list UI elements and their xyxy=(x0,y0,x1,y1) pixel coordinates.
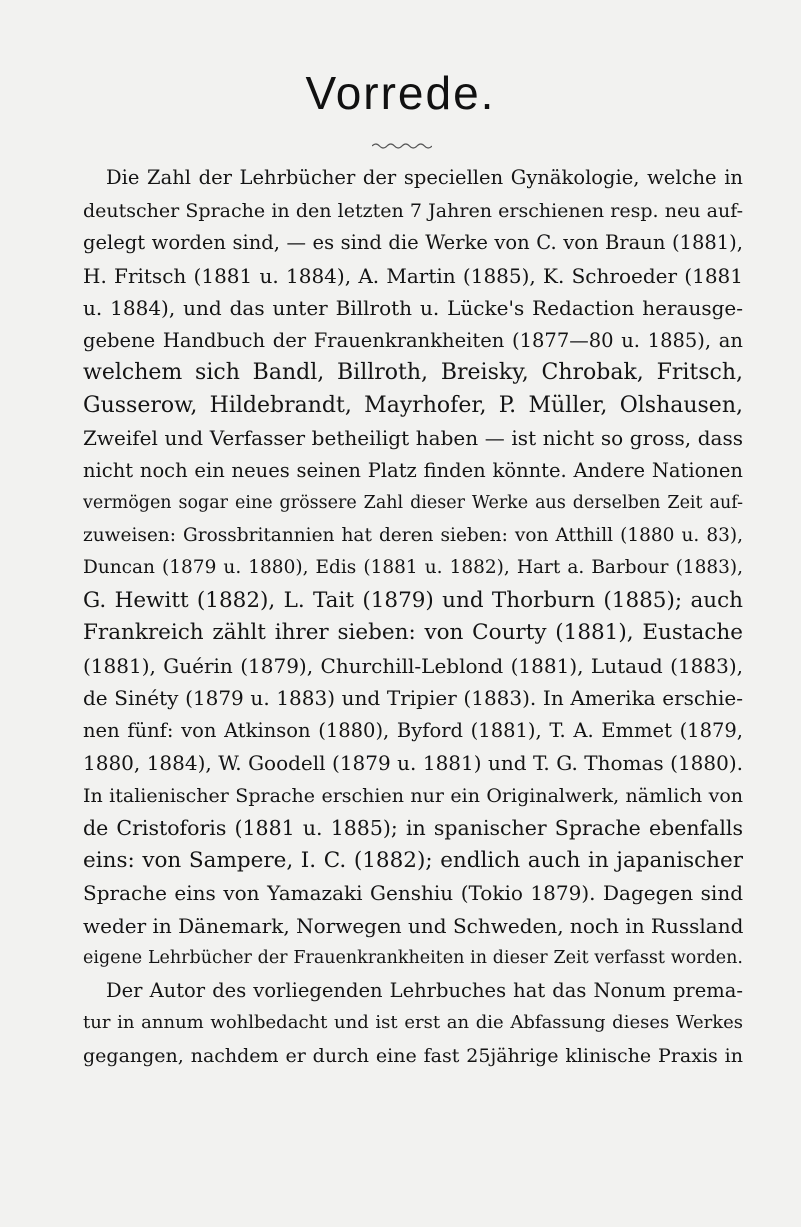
text-line: weder in Dänemark, Norwegen und Schweden, noch in Russland xyxy=(83,913,743,938)
text-line: nicht noch ein neues seinen Platz finden könnte. Andere Nationen xyxy=(83,458,743,482)
text-line: eigene Lehrbücher der Frauenkrankheiten in dieser Zeit verfasst worden. xyxy=(83,948,743,968)
text-line: eins: von Sampere, I. C. (1882); endlich auch in japanischer xyxy=(83,847,743,873)
text-line: Sprache eins von Yamazaki Genshiu (Tokio 1879). Dagegen sind xyxy=(83,881,743,905)
text-line: (1881), Guérin (1879), Churchill-Leblond (1881), Lutaud (1883), xyxy=(83,653,743,678)
text-line: Gusserow, Hildebrandt, Mayrhofer, P. Müller, Olshausen, xyxy=(83,392,743,418)
text-line: Der Autor des vorliegenden Lehrbuches hat das Nonum prema- xyxy=(106,978,743,1002)
decorative-ornament xyxy=(372,142,432,150)
text-line: de Cristoforis (1881 u. 1885); in spanischer Sprache ebenfalls xyxy=(83,816,743,840)
text-line: nen fünf: von Atkinson (1880), Byford (1881), T. A. Emmet (1879, xyxy=(83,718,743,742)
text-line: Frankreich zählt ihrer sieben: von Courty (1881), Eustache xyxy=(83,620,743,645)
text-line: tur in annum wohlbedacht und ist erst an die Abfassung dieses Werkes xyxy=(83,1012,743,1033)
text-line: 1880, 1884), W. Goodell (1879 u. 1881) und T. G. Thomas (1880). xyxy=(83,751,743,775)
text-line: H. Fritsch (1881 u. 1884), A. Martin (1885), K. Schroeder (1881 xyxy=(83,263,743,288)
text-line: gebene Handbuch der Frauenkrankheiten (1877—80 u. 1885), an xyxy=(83,328,743,352)
text-line: gegangen, nachdem er durch eine fast 25jährige klinische Praxis in xyxy=(83,1044,743,1067)
text-line: In italienischer Sprache erschien nur ein Originalwerk, nämlich von xyxy=(83,784,743,807)
text-line: u. 1884), und das unter Billroth u. Lücke's Redaction herausge- xyxy=(83,296,743,320)
text-line: zuweisen: Grossbritannien hat deren sieben: von Atthill (1880 u. 83), xyxy=(83,524,743,546)
text-line: vermögen sogar eine grössere Zahl dieser Werke aus derselben Zeit auf- xyxy=(83,493,743,513)
text-line: de Sinéty (1879 u. 1883) und Tripier (1883). In Amerika erschie- xyxy=(83,686,743,710)
text-line: deutscher Sprache in den letzten 7 Jahren erschienen resp. neu auf- xyxy=(83,199,743,222)
page-title: Vorrede. xyxy=(305,67,496,119)
text-line: Zweifel und Verfasser betheiligt haben — ist nicht so gross, dass xyxy=(83,426,743,450)
text-line: welchem sich Bandl, Billroth, Breisky, Chrobak, Fritsch, xyxy=(83,360,743,385)
text-line: Die Zahl der Lehrbücher der speciellen Gynäkologie, welche in xyxy=(106,166,743,189)
preface-text xyxy=(83,162,743,1072)
text-line: gelegt worden sind, — es sind die Werke von C. von Braun (1881), xyxy=(83,231,743,254)
text-line: Duncan (1879 u. 1880), Edis (1881 u. 1882), Hart a. Barbour (1883), xyxy=(83,557,743,578)
text-line: G. Hewitt (1882), L. Tait (1879) und Thorburn (1885); auch xyxy=(83,587,743,613)
